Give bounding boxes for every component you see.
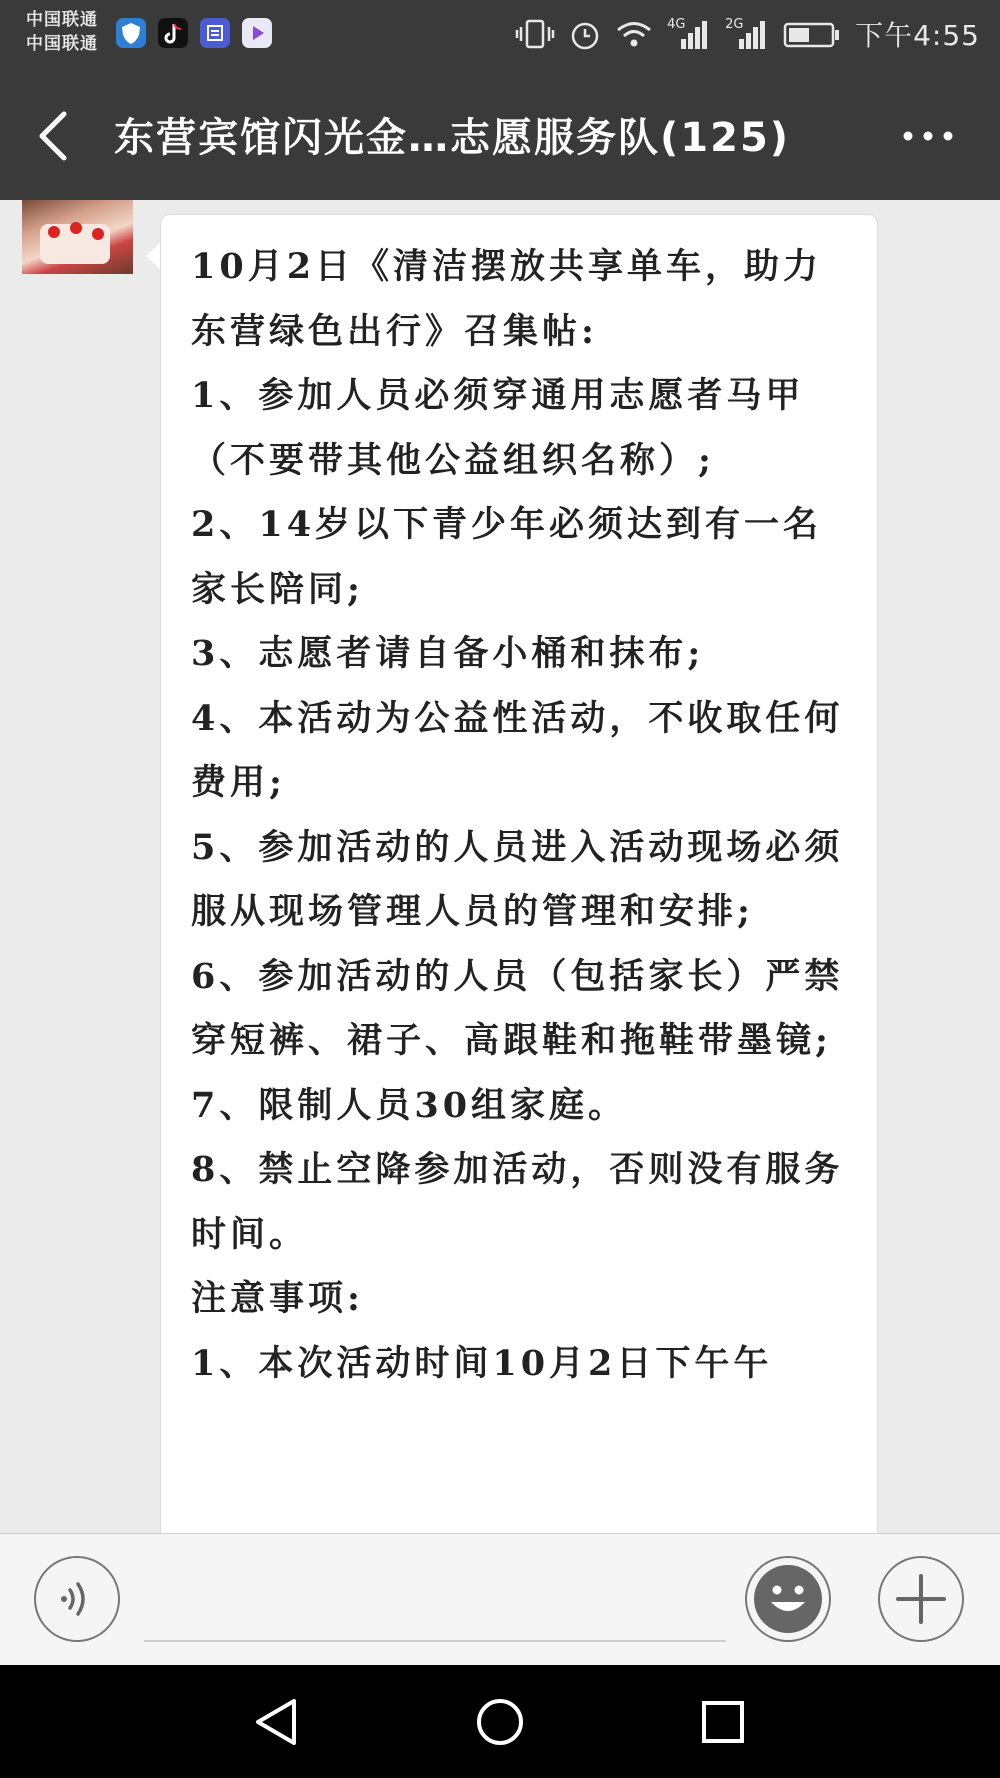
back-button[interactable] — [30, 106, 80, 166]
clock: 下午4:55 — [855, 19, 980, 52]
shield-app-icon — [116, 18, 146, 48]
vibrate-icon — [515, 17, 555, 51]
plus-icon — [880, 1558, 962, 1640]
message-text: 10月2日《清洁摆放共享单车，助力东营绿色出行》召集帖: 1、参加人员必须穿通用志愿者马甲（不要带其他公益组织名称）; 2、14岁以下青少年必须达到有一名家长陪同; 3、志愿者请自备小桶和抹布; 4、本活动为公益性活动，不收取任何费用; 5、参加活动的人员进入活动现场必须服从现场管理人员的管理和安排; 6、参加活动的人员（包括家长）严禁穿短裤、裙子、高跟鞋和拖鞋带墨镜; 7、限制人员30组家庭。 8、禁止空降参加活动，否则没有服务时间。 注意事项: 1、本次活动时间10月2日下午午 — [191, 246, 844, 1384]
input-bar — [0, 1533, 1000, 1666]
chat-header — [0, 70, 1000, 200]
voice-input-button[interactable] — [34, 1556, 120, 1642]
chat-title: 东营宾馆闪光金…志愿服务队(125) — [114, 115, 791, 161]
signal-icon-1 — [667, 17, 711, 51]
voice-icon — [36, 1558, 118, 1640]
smiley-icon — [747, 1558, 829, 1640]
nav-back-button[interactable] — [250, 1695, 304, 1749]
system-navigation-bar — [0, 1665, 1000, 1778]
video-app-icon — [242, 18, 272, 48]
bubble-tail — [146, 242, 161, 270]
nav-recents-button[interactable] — [696, 1695, 750, 1749]
triangle-back-icon — [250, 1695, 304, 1749]
signal-icon-2 — [725, 17, 769, 51]
status-bar — [0, 0, 1000, 70]
sender-avatar[interactable] — [22, 200, 133, 274]
more-functions-button[interactable] — [878, 1556, 964, 1642]
square-recents-icon — [696, 1695, 750, 1749]
message-input[interactable] — [144, 1564, 726, 1642]
network-type-1: 4G — [667, 17, 686, 32]
alarm-icon — [569, 17, 601, 51]
notification-icons — [116, 18, 272, 48]
battery-icon — [783, 17, 841, 51]
tiktok-app-icon — [158, 18, 188, 48]
chevron-left-icon — [30, 106, 80, 166]
doc-app-icon — [200, 18, 230, 48]
more-dots-icon — [900, 118, 956, 154]
carrier-1: 中国联通 — [26, 10, 98, 30]
wifi-icon — [615, 17, 653, 51]
chat-message-list[interactable] — [0, 200, 1000, 1533]
carrier-labels — [26, 8, 98, 56]
carrier-2: 中国联通 — [26, 34, 98, 54]
more-options-button[interactable] — [900, 118, 956, 154]
nav-home-button[interactable] — [473, 1695, 527, 1749]
emoji-button[interactable] — [745, 1556, 831, 1642]
circle-home-icon — [473, 1695, 527, 1749]
network-type-2: 2G — [725, 17, 744, 32]
message-bubble[interactable] — [160, 214, 878, 1533]
system-icons — [515, 14, 980, 54]
